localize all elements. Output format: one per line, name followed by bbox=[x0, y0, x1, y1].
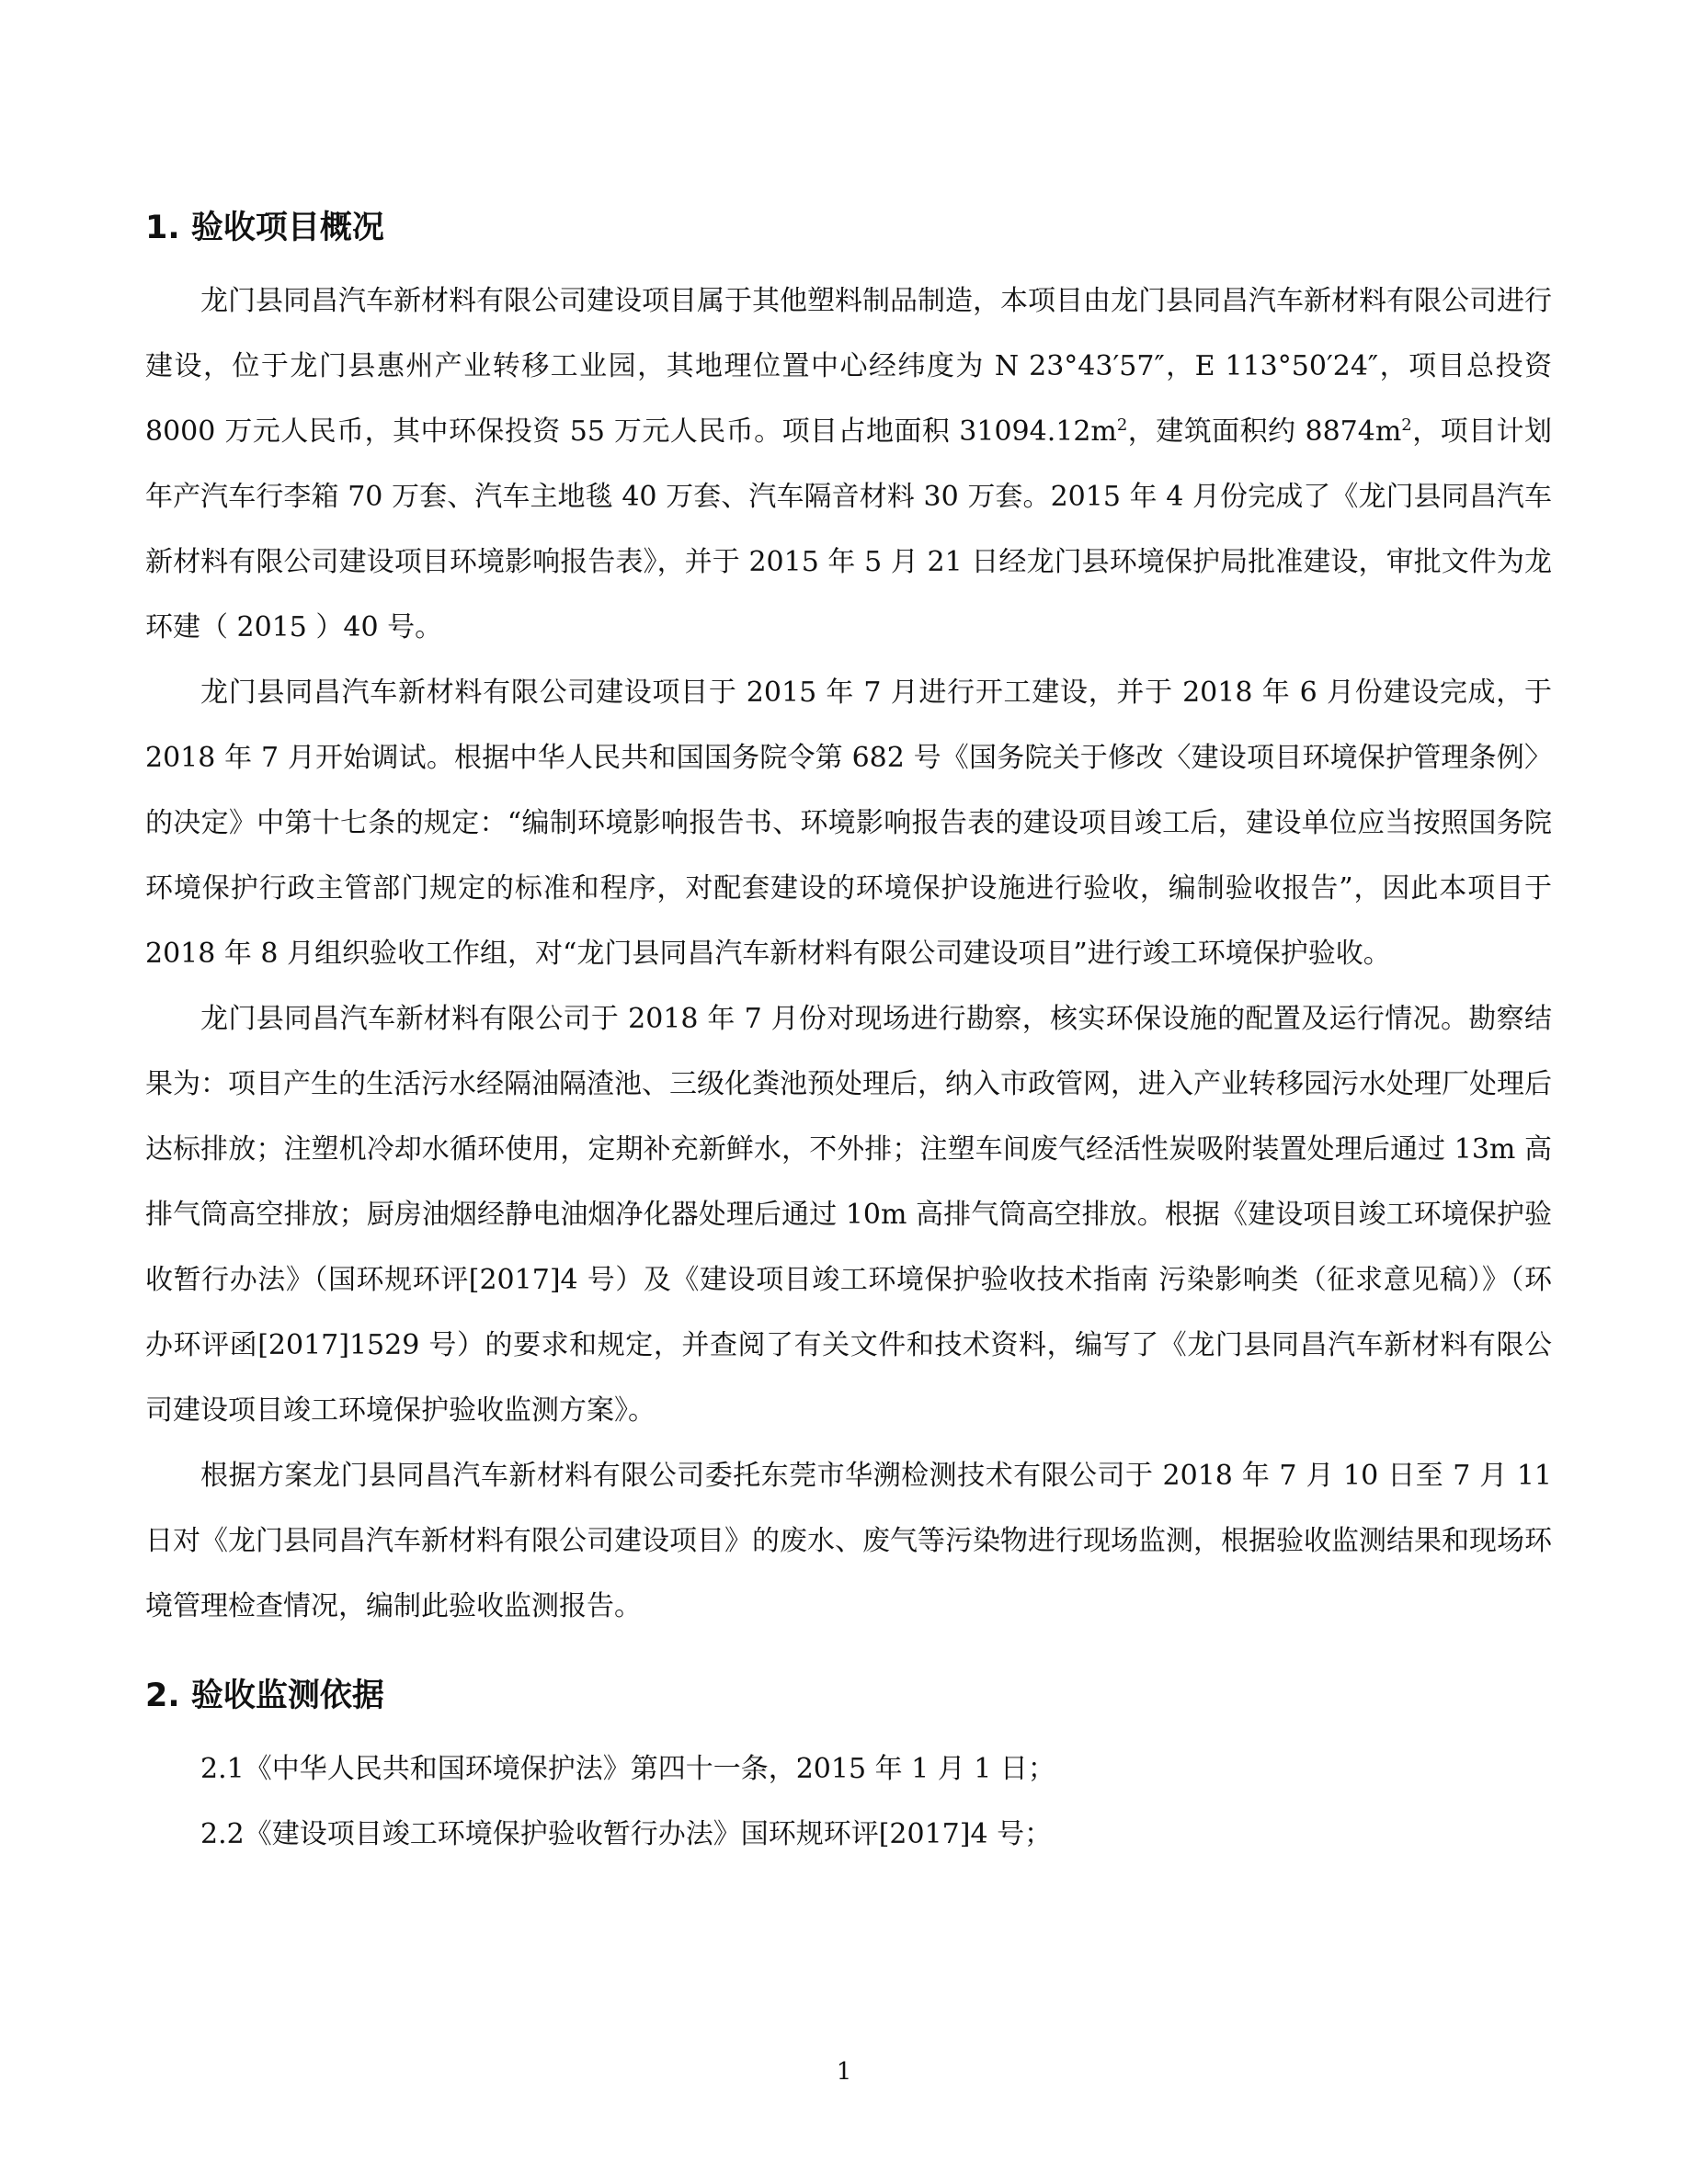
page-content bbox=[145, 202, 1552, 1867]
section-2-item-1: 2.1《中华人民共和国环境保护法》第四十一条，2015 年 1 月 1 日； bbox=[200, 1753, 1055, 1785]
paragraph-1-text-a: 龙门县同昌汽车新材料有限公司建设项目属于其他塑料制品制造，本项目由龙门县同昌汽车新材料有限公司进行建设，位于龙门县惠州产业转移工业园，其地理位置中心经纬度为 N 23°43′57″，E 113°50′24″，项目总投资 8000 万元人民币，其中环保投资 55 万元人民币。项目占地面积 31094.12m bbox=[145, 285, 1552, 448]
section-1-paragraph-4: 根据方案龙门县同昌汽车新材料有限公司委托东莞市华溯检测技术有限公司于 2018 年 7 月 10 日至 7 月 11 日对《龙门县同昌汽车新材料有限公司建设项目》的废水、废气等污染物进行现场监测，根据验收监测结果和现场环境管理检查情况，编制此验收监测报告。 bbox=[145, 1460, 1552, 1622]
superscript-2-area: 2 bbox=[1116, 415, 1128, 435]
section-2-heading: 2. 验收监测依据 bbox=[145, 1678, 384, 1714]
section-1-heading: 1. 验收项目概况 bbox=[145, 210, 384, 246]
page-number: 1 bbox=[836, 2058, 852, 2086]
paragraph-1-text-b: ，建筑面积约 8874m bbox=[1127, 415, 1402, 448]
superscript-2-building-area: 2 bbox=[1401, 415, 1412, 435]
section-1-paragraph-1 bbox=[145, 268, 1552, 660]
paragraph-1-text-c: ，项目计划年产汽车行李箱 70 万套、汽车主地毯 40 万套、汽车隔音材料 30 万套。2015 年 4 月份完成了《龙门县同昌汽车新材料有限公司建设项目环境影响报告表》，并于 2015 年 5 月 21 日经龙门县环境保护局批准建设，审批文件为龙环建（ 2015 ）40 号。 bbox=[145, 415, 1553, 643]
section-1-paragraph-2: 龙门县同昌汽车新材料有限公司建设项目于 2015 年 7 月进行开工建设，并于 2018 年 6 月份建设完成，于 2018 年 7 月开始调试。根据中华人民共和国国务院令第 682 号《国务院关于修改〈建设项目环境保护管理条例〉的决定》中第十七条的规定：“编制环境影响报告书、环境影响报告表的建设项目竣工后，建设单位应当按照国务院环境保护行政主管部门规定的标准和程序，对配套建设的环境保护设施进行验收，编制验收报告”，因此本项目于 2018 年 8 月组织验收工作组，对“龙门县同昌汽车新材料有限公司建设项目”进行竣工环境保护验收。 bbox=[145, 677, 1552, 970]
section-1-paragraph-3: 龙门县同昌汽车新材料有限公司于 2018 年 7 月份对现场进行勘察，核实环保设施的配置及运行情况。勘察结果为：项目产生的生活污水经隔油隔渣池、三级化粪池预处理后，纳入市政管网，进入产业转移园污水处理厂处理后达标排放；注塑机冷却水循环使用，定期补充新鲜水，不外排；注塑车间废气经活性炭吸附装置处理后通过 13m 高排气筒高空排放；厨房油烟经静电油烟净化器处理后通过 10m 高排气筒高空排放。根据《建设项目竣工环境保护验收暂行办法》（国环规环评[2017]4 号）及《建设项目竣工环境保护验收技术指南 污染影响类（征求意见稿）》（环办环评函[2017]1529 号）的要求和规定，并查阅了有关文件和技术资料，编写了《龙门县同昌汽车新材料有限公司建设项目竣工环境保护验收监测方案》。 bbox=[145, 1003, 1552, 1427]
section-2-item-2: 2.2《建设项目竣工环境保护验收暂行办法》国环规环评[2017]4 号； bbox=[200, 1818, 1053, 1850]
